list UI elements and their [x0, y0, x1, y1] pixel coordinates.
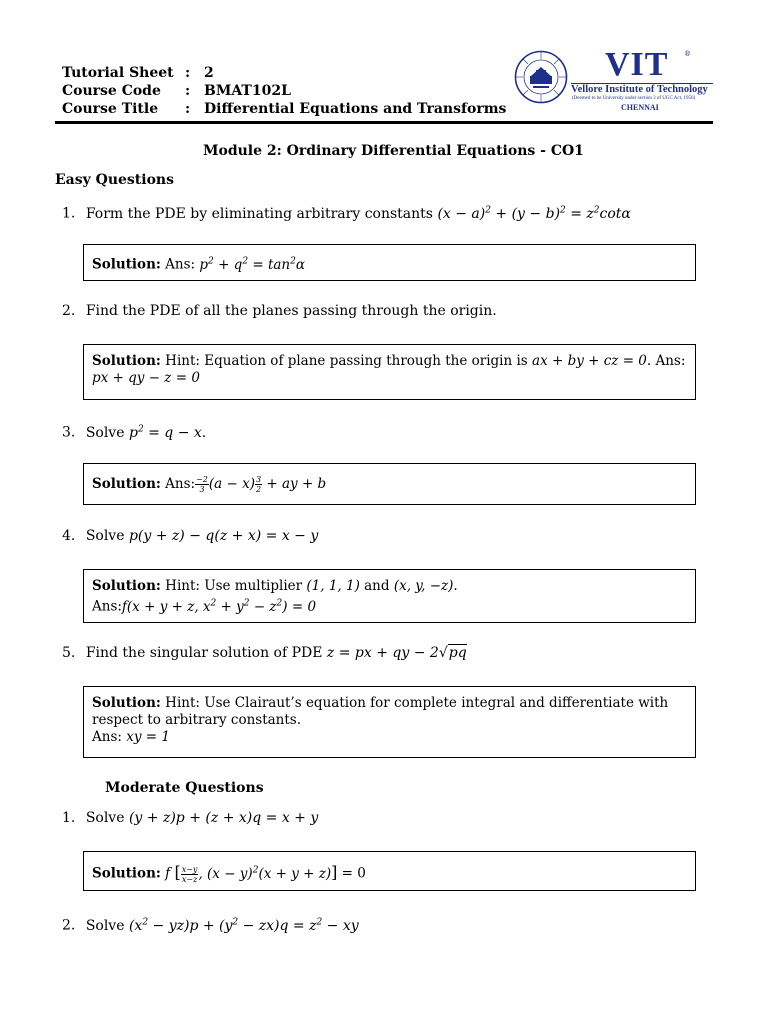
header-label-tutorial: Tutorial Sheet [62, 65, 174, 81]
solution-box: Solution: f [ $\frac{x-y}{x-z}$ , $(x - y)^2(x + y + z)] = 0$ [83, 851, 696, 891]
question-item: 1. Solve (y + z)p + (z + x)q = x + y [62, 810, 319, 826]
solution-box: Solution: Ans: $\frac{-2}{3}$ (a − x) $\frac{3}{2}$ + ay + b [83, 463, 696, 505]
question-number: 2. [62, 303, 76, 319]
question-item: 3. Solve $p^2 = q - x$. [62, 424, 207, 441]
header-value-tutorial: 2 [204, 65, 214, 81]
section-heading-easy: Easy Questions [55, 172, 174, 188]
solution-box: Solution: Hint: Use Clairaut’s equation for complete integral and differentiate with respect to arbitrary constants. Ans: xy = 1 [83, 686, 696, 758]
question-number: 1. [62, 205, 76, 222]
question-item: 5. Find the singular solution of PDE z = px + qy − 2√pq [62, 645, 467, 661]
section-heading-moderate: Moderate Questions [105, 780, 264, 796]
institute-name: Vellore Institute of Technology [571, 84, 708, 95]
campus-name: CHENNAI [621, 103, 659, 112]
vit-seal-icon [514, 50, 568, 104]
question-number: 3. [62, 424, 76, 441]
header-colon: : [185, 65, 191, 81]
header-label-title: Course Title [62, 101, 159, 117]
solution-label: Solution: [92, 476, 161, 492]
solution-box: Solution: Hint: Equation of plane passing through the origin is ax + by + cz = 0. Ans: px + qy − z = 0 [83, 344, 696, 400]
question-item: 4. Solve p(y + z) − q(z + x) = x − y [62, 528, 319, 544]
header-colon: : [185, 101, 191, 117]
registered-mark: ® [684, 50, 691, 58]
question-item: 2. Solve $(x^2 - yz)p + (y^2 - zx)q = z^2$ − xy [62, 917, 359, 934]
solution-label: Solution: [92, 353, 161, 369]
vit-brand: VIT [605, 46, 669, 83]
question-number: 1. [62, 810, 76, 826]
header-colon: : [185, 83, 191, 99]
header-label-code: Course Code [62, 83, 161, 99]
question-text: Find the PDE of all the planes passing through the origin. [85, 303, 497, 319]
question-item [62, 302, 497, 320]
solution-box: Solution: Ans: $p^2 + q^2 = \tan^2\alpha$ [83, 244, 696, 281]
question-number: 4. [62, 528, 76, 544]
question-item: 1. Form the PDE by eliminating arbitrary constants $(x - a)^2 + (y - b)^2 = z^2\cot\alpha$ [62, 205, 631, 222]
question-number: 2. [62, 917, 76, 934]
solution-label: Solution: [92, 256, 161, 273]
solution-label: Solution: [92, 578, 161, 594]
header-rule [55, 121, 713, 124]
module-title: Module 2: Ordinary Differential Equations - CO1 [203, 143, 584, 159]
deemed-note: (Deemed to be University under section 3 of UGC Act, 1956) [572, 96, 696, 101]
question-number: 5. [62, 645, 76, 661]
header-value-code: BMAT102L [204, 83, 291, 99]
header-value-title: Differential Equations and Transforms [204, 101, 507, 117]
solution-label: Solution: [92, 865, 161, 882]
solution-box: Solution: Hint: Use multiplier (1, 1, 1) and (x, y, −z). Ans:f(x + y + z, $x^2 + y^2 - z^2) = 0$ [83, 569, 696, 623]
solution-label: Solution: [92, 695, 161, 711]
